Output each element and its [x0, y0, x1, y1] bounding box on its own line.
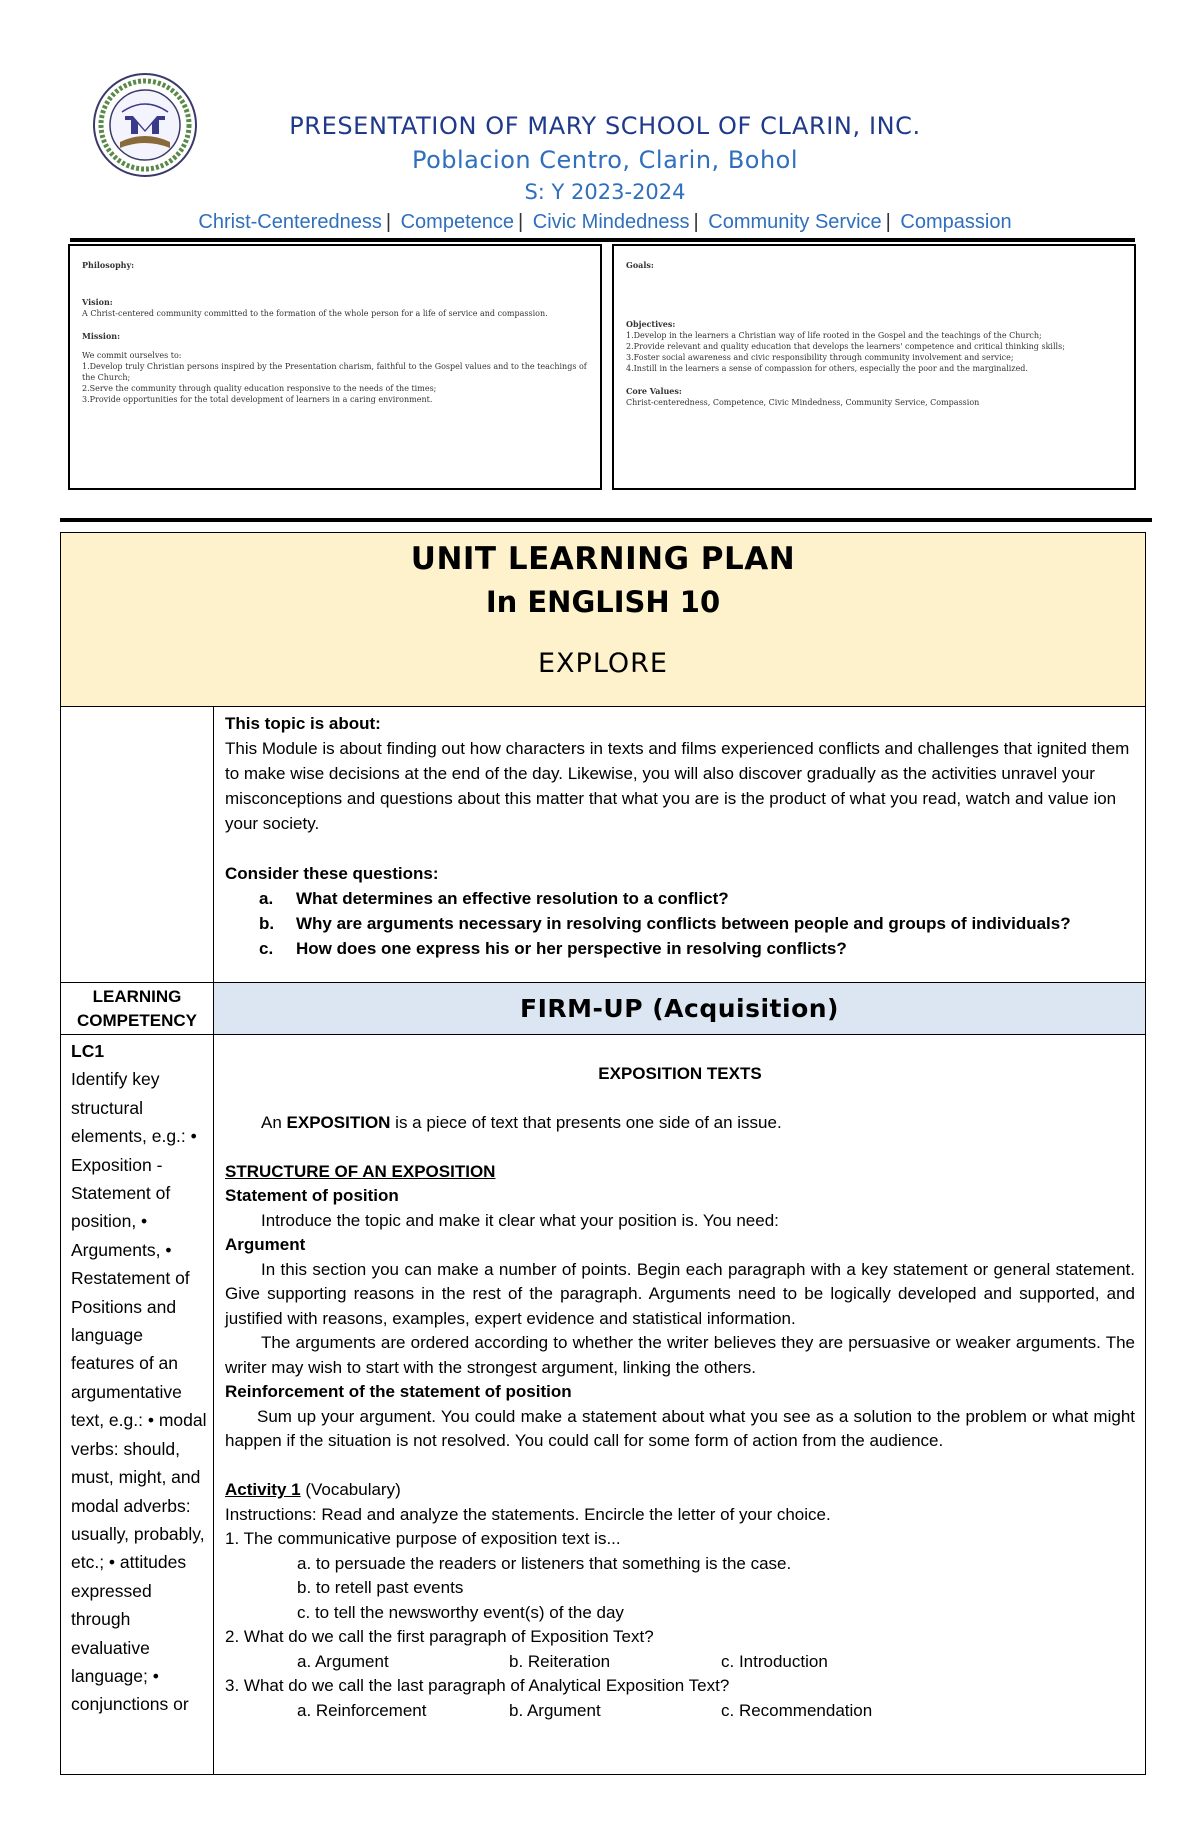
objective-item: 2.Provide relevant and quality education that develops the learners' competence and critical thinking skills; — [626, 342, 1065, 351]
answer-option: c. Introduction — [721, 1651, 828, 1671]
activity-instructions: Instructions: Read and analyze the statements. Encircle the letter of your choice. — [225, 1504, 831, 1524]
question-item: a. What determines an effective resolution to a conflict? — [259, 889, 729, 908]
core-value: Competence — [400, 211, 514, 233]
plan-title-cell — [61, 533, 1145, 707]
school-seal-icon — [92, 72, 198, 178]
objective-item: 4.Instill in the learners a sense of compassion for others, especially the poor and the marginalized. — [626, 364, 1028, 373]
mission-label: Mission: — [82, 331, 121, 341]
goals-label: Goals: — [626, 260, 654, 270]
school-year: S: Y 2023-2024 — [524, 180, 686, 204]
core-values-label: Core Values: — [626, 386, 682, 396]
answer-options-row — [225, 1650, 1135, 1675]
answer-option: a. Reinforcement — [297, 1700, 427, 1720]
divider — [70, 238, 1135, 242]
vision-text: A Christ-centered community committed to the formation of the whole person for a life of service and compassion. — [82, 309, 548, 318]
learning-competency-header: LEARNING COMPETENCY — [77, 987, 197, 1030]
reinforcement-heading: Reinforcement of the statement of position — [225, 1382, 572, 1401]
answer-option: b. Reiteration — [509, 1651, 611, 1671]
exposition-definition: An EXPOSITION is a piece of text that presents one side of an issue. — [261, 1112, 782, 1132]
question-item: c. How does one express his or her perspective in resolving conflicts? — [259, 939, 847, 958]
vision-label: Vision: — [82, 297, 113, 307]
statement-heading: Statement of position — [225, 1186, 399, 1205]
school-address: Poblacion Centro, Clarin, Bohol — [411, 146, 799, 174]
school-name: PRESENTATION OF MARY SCHOOL OF CLARIN, INC. — [289, 112, 921, 140]
row-divider — [61, 1034, 1145, 1035]
structure-title: STRUCTURE OF AN EXPOSITION — [225, 1161, 496, 1181]
question-1: 1. The communicative purpose of exposition text is... — [225, 1529, 621, 1548]
statement-text: Introduce the topic and make it clear what your position is. You need: — [261, 1210, 779, 1230]
section-title: EXPOSITION TEXTS — [598, 1063, 762, 1083]
objective-item: 3.Foster social awareness and civic responsibility through community involvement and service; — [626, 353, 1014, 362]
lc-code: LC1 — [71, 1041, 105, 1061]
unit-learning-plan-table — [60, 532, 1146, 1775]
philosophy-label: Philosophy: — [82, 260, 135, 270]
topic-text: This Module is about finding out how characters in texts and films experienced conflicts and challenges that ignited them to make wise decisions at the end of the day. Likewise, you will also discover gradually as the activities unravel your misconceptions and questions about this matter that what you are is the product of what you read, watch and value ion your society. — [225, 739, 1130, 833]
plan-stage: EXPLORE — [538, 648, 668, 679]
firm-up-content-cell — [225, 1037, 1135, 1723]
learning-competency-cell — [71, 1037, 211, 1719]
core-value: Community Service — [708, 211, 882, 233]
questions-label: Consider these questions: — [225, 864, 439, 883]
core-value: Christ-Centeredness — [198, 211, 382, 233]
goals-objectives-box — [612, 244, 1136, 490]
objective-item: 1.Develop in the learners a Christian way of life rooted in the Gospel and the teachings of the Church; — [626, 331, 1042, 340]
topic-label: This topic is about: — [225, 714, 381, 733]
answer-option: a. to persuade the readers or listeners that something is the case. — [297, 1553, 792, 1573]
mission-intro: We commit ourselves to: — [82, 351, 182, 360]
question-list — [259, 886, 1135, 961]
answer-option: c. to tell the newsworthy event(s) of the day — [297, 1602, 624, 1622]
core-value: Civic Mindedness — [532, 211, 690, 233]
answer-option: b. Argument — [509, 1700, 601, 1720]
argument-text: In this section you can make a number of points. Begin each paragraph with a key statement or general statement. Give supporting reasons in the rest of the paragraph. Arguments need to be logically developed and supported, and justified with reasons, examples, expert evidence and statistical information. — [225, 1259, 1135, 1328]
core-value: Compassion — [900, 211, 1012, 233]
answer-option: b. to retell past events — [297, 1578, 464, 1597]
question-3: 3. What do we call the last paragraph of Analytical Exposition Text? — [225, 1676, 730, 1695]
answer-options-row — [225, 1699, 1135, 1724]
core-values-text: Christ-centeredness, Competence, Civic Mindedness, Community Service, Compassion — [626, 398, 980, 407]
question-2: 2. What do we call the first paragraph of Exposition Text? — [225, 1627, 654, 1646]
philosophy-vision-mission-box — [68, 244, 602, 490]
mission-item: 3.Provide opportunities for the total development of learners in a caring environment. — [82, 395, 433, 404]
mission-item: 2.Serve the community through quality education responsive to the needs of the times; — [82, 384, 437, 393]
activity-heading: Activity 1 (Vocabulary) — [225, 1480, 401, 1499]
divider — [60, 518, 1152, 522]
answer-option: a. Argument — [297, 1651, 389, 1671]
column-divider — [213, 707, 214, 1775]
objectives-label: Objectives: — [626, 319, 676, 329]
firm-up-header: FIRM-UP (Acquisition) — [214, 983, 1145, 1034]
argument-heading: Argument — [225, 1235, 306, 1254]
reinforcement-text: Sum up your argument. You could make a statement about what you see as a solution to the problem or what might happen if the situation is not resolved. You could call for some form of action from the audience. — [225, 1406, 1135, 1450]
topic-cell — [225, 711, 1135, 961]
answer-option: c. Recommendation — [721, 1700, 873, 1720]
lc-text: Identify key structural elements, e.g.: • Exposition - Statement of position, • Arguments, • Restatement of Positions and language features of an argumentative text, e.g.: • modal verbs: should, must, might, and modal adverbs: usually, probably, etc.; • attitudes expressed through evaluative language; • conjunctions or — [71, 1069, 207, 1715]
argument-text: The arguments are ordered according to whether the writer believes they are persuasive or weaker arguments. The writer may wish to start with the strongest argument, linking the others. — [225, 1333, 1135, 1377]
core-values-line: Christ-Centeredness | Competence | Civic Mindedness | Community Service | Compassion — [198, 211, 1012, 233]
plan-subject: In ENGLISH 10 — [485, 585, 721, 619]
plan-title: UNIT LEARNING PLAN — [410, 541, 796, 577]
mission-item: 1.Develop truly Christian persons inspired by the Presentation charism, faithful to the Gospel values and to the teachings of the Church; — [82, 362, 587, 382]
question-item: b. Why are arguments necessary in resolving conflicts between people and groups of individuals? — [259, 914, 1071, 933]
